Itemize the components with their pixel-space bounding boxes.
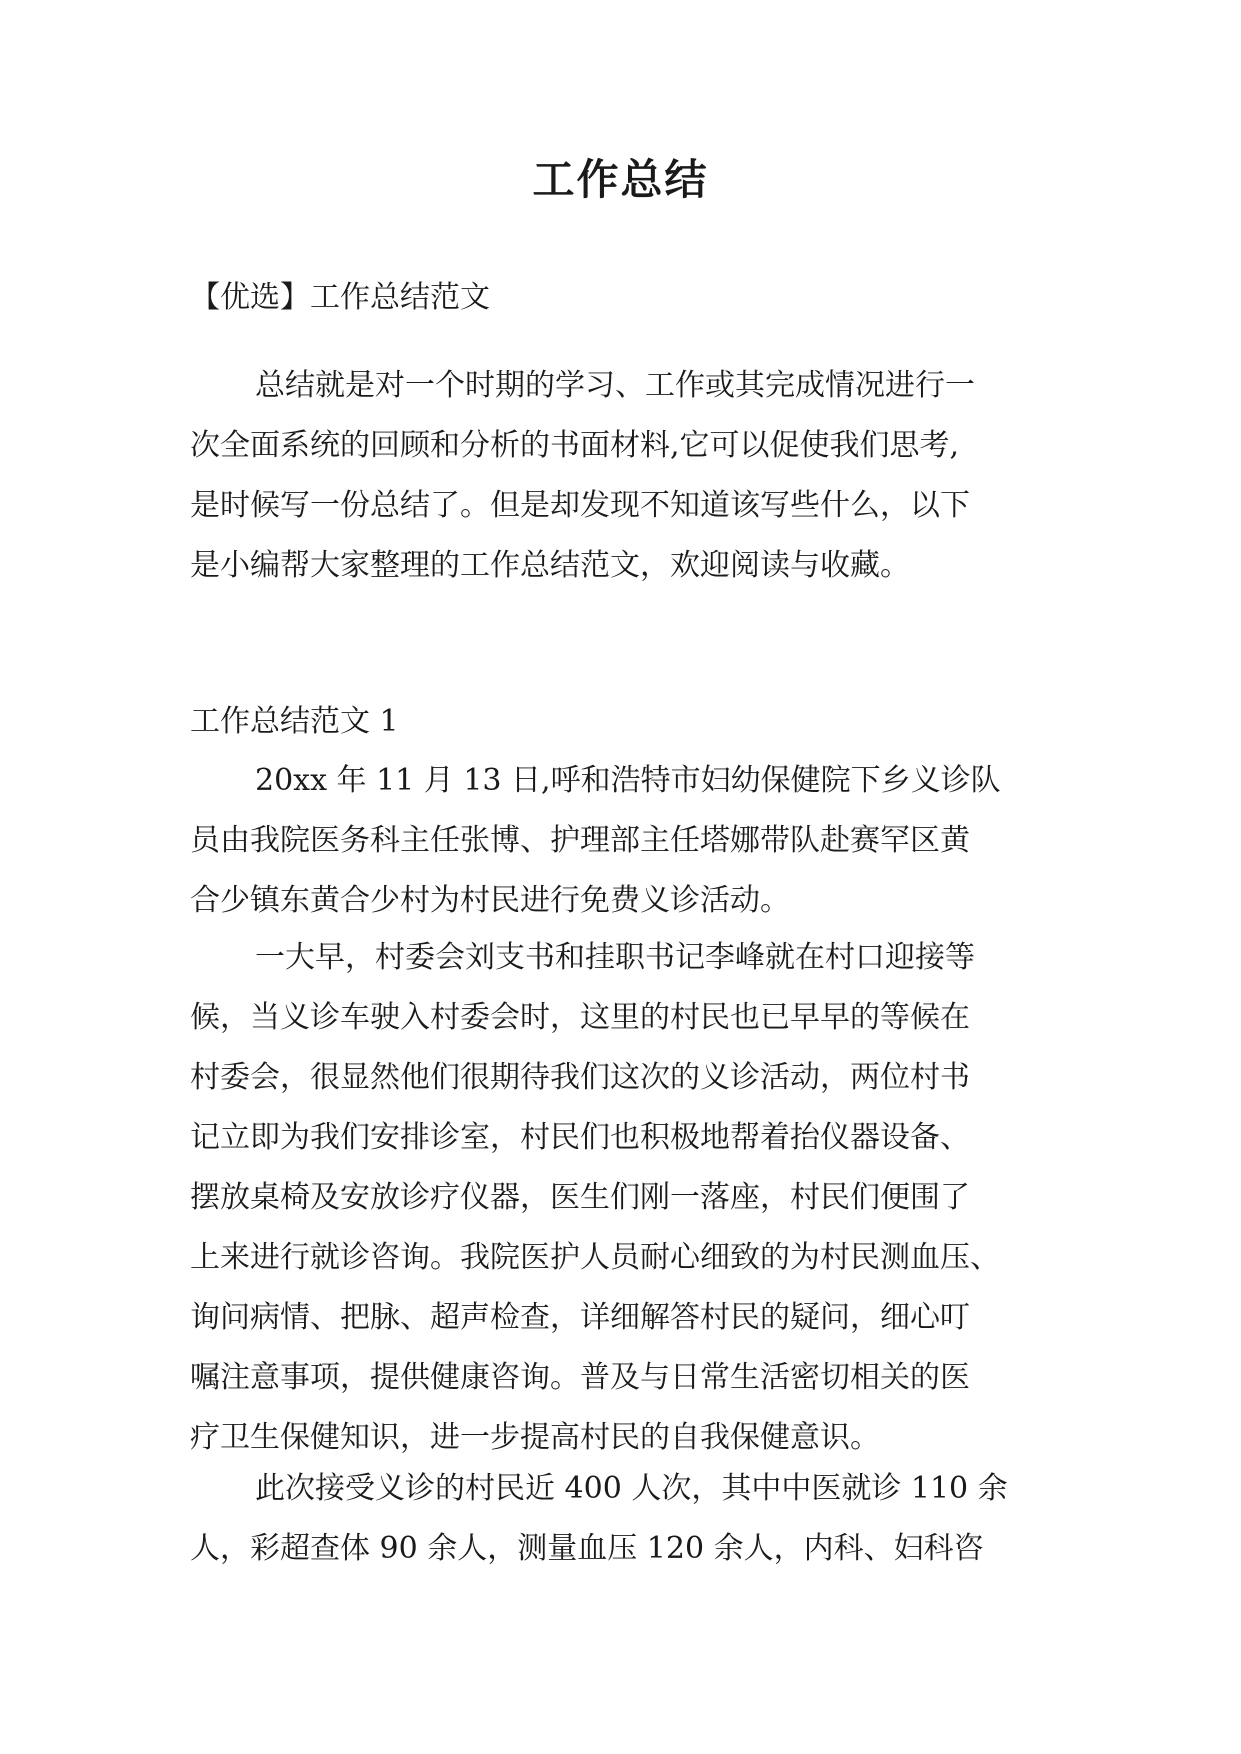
paragraph-3 — [190, 1459, 1070, 1579]
paragraph-line: 员由我院医务科主任张博、护理部主任塔娜带队赴赛罕区黄 — [190, 823, 970, 858]
intro-line: 总结就是对一个时期的学习、工作或其完成情况进行一 — [255, 368, 975, 403]
paragraph-line: 此次接受义诊的村民近 400 人次，其中中医就诊 110 余 — [255, 1471, 1008, 1506]
paragraph-line: 人，彩超查体 90 余人，测量血压 120 余人，内科、妇科咨 — [190, 1531, 984, 1566]
section-heading-line: 工作总结范文 1 — [190, 704, 399, 739]
intro-line: 是时候写一份总结了。但是却发现不知道该写些什么，以下 — [190, 488, 970, 523]
intro-line: 是小编帮大家整理的工作总结范文，欢迎阅读与收藏。 — [190, 548, 910, 583]
paragraph-line: 记立即为我们安排诊室，村民们也积极地帮着抬仪器设备、 — [190, 1120, 970, 1155]
paragraph-line: 疗卫生保健知识，进一步提高村民的自我保健意识。 — [190, 1420, 880, 1455]
paragraph-line: 摆放桌椅及安放诊疗仪器，医生们刚一落座，村民们便围了 — [190, 1180, 970, 1215]
intro-paragraph — [190, 356, 1070, 596]
subtitle-line: 【优选】工作总结范文 — [190, 280, 490, 315]
paragraph-line: 一大早，村委会刘支书和挂职书记李峰就在村口迎接等 — [255, 940, 975, 975]
paragraph-line: 上来进行就诊咨询。我院医护人员耐心细致的为村民测血压、 — [190, 1240, 1000, 1275]
paragraph-line: 村委会，很显然他们很期待我们这次的义诊活动，两位村书 — [190, 1060, 970, 1095]
paragraph-2 — [190, 928, 1070, 1468]
document-subtitle — [190, 268, 1070, 328]
paragraph-line: 候，当义诊车驶入村委会时，这里的村民也已早早的等候在 — [190, 1000, 970, 1035]
intro-line: 次全面系统的回顾和分析的书面材料,它可以促使我们思考, — [190, 428, 960, 463]
section-heading — [190, 692, 1070, 752]
document-title: 工作总结 — [532, 155, 709, 204]
paragraph-1 — [190, 751, 1070, 931]
paragraph-line: 合少镇东黄合少村为村民进行免费义诊活动。 — [190, 883, 790, 918]
paragraph-line: 询问病情、把脉、超声检查，详细解答村民的疑问，细心叮 — [190, 1300, 970, 1335]
paragraph-line: 嘱注意事项，提供健康咨询。普及与日常生活密切相关的医 — [190, 1360, 970, 1395]
paragraph-line: 20xx 年 11 月 13 日,呼和浩特市妇幼保健院下乡义诊队 — [255, 763, 1001, 798]
